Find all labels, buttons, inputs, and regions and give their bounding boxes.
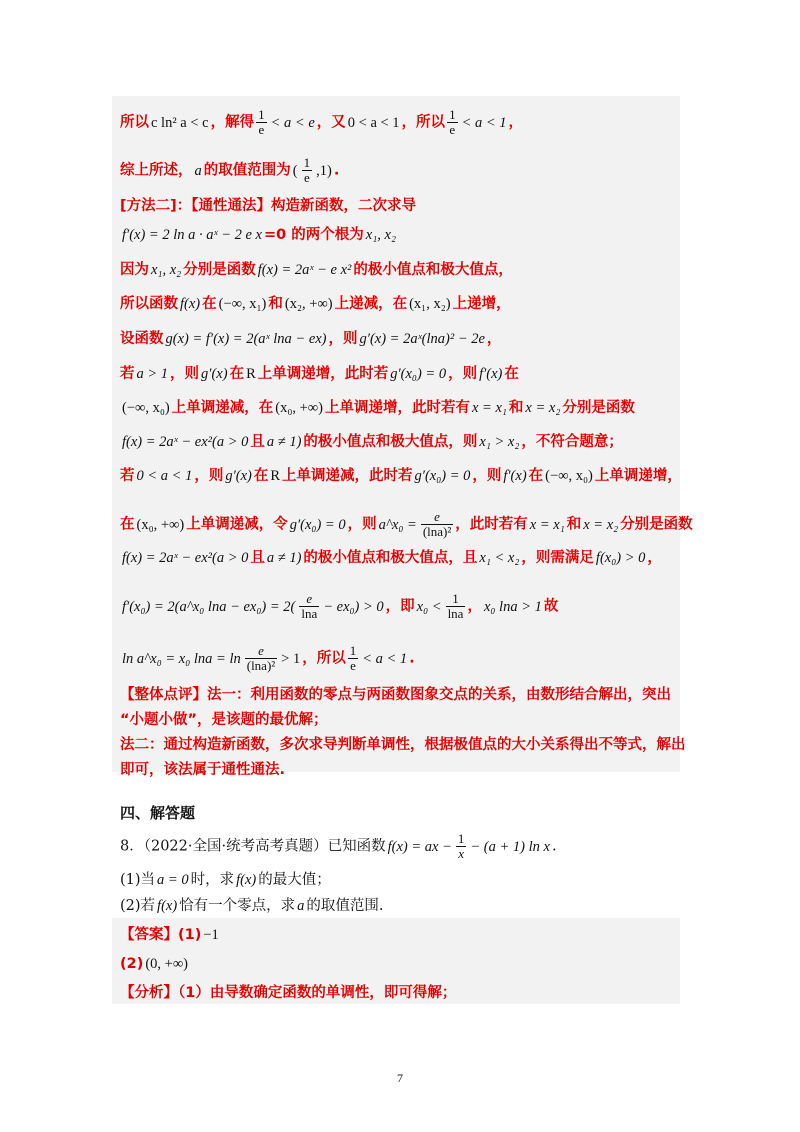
answer-line-1: 【答案】(1) −1: [120, 927, 219, 943]
answer-line-2: (2) (0, +∞): [120, 956, 189, 972]
line-7: 设函数 g(x) = f′(x) = 2(aˣ lna − ex) ，则 g′(x) = 2aˣ(lna)² − 2e ，: [120, 331, 502, 347]
line-4: f′(x) = 2 ln a · aˣ − 2 e x =0 的两个根为 x₁, x₂: [122, 227, 396, 243]
line-16: 【整体点评】法一：利用函数的零点与两函数图象交点的关系，由数形结合解出，突出: [120, 687, 671, 703]
line-6: 所以函数 f(x) 在 (−∞, x₁) 和 (x₂, +∞) 上递减，在 (x₁, x₂) 上递增，: [120, 296, 511, 312]
line-5: 因为 x₁, x₂ 分别是函数 f(x) = 2aˣ − e x² 的极小值点和极大值点，: [120, 262, 513, 278]
line-18: 法二：通过构造新函数，多次求导判断单调性，根据极值点的大小关系得出不等式，解出: [120, 737, 686, 753]
question-8-part-2: (2)若 f(x) 恰有一个零点，求 a 的取值范围.: [120, 898, 384, 914]
line-14: f′(x₀) = 2(a^x₀ lna − ex₀) = 2( $\frac{e}{\ln a}$ − ex₀) > 0 ，即 x₀ < $\frac{1}{\ln a}$ ， x₀ lna > 1 故: [122, 591, 559, 621]
line-2: 综上所述， a 的取值范围为 ( $\frac{1}{e}$ ,1) .: [120, 155, 340, 185]
line-3: [方法二]：【通性通法】构造新函数，二次求导: [120, 198, 417, 214]
line-9: (−∞, x₀) 上单调递减，在 (x₀, +∞) 上单调递增，此时若有 x = x₁ 和 x = x₂ 分别是函数: [122, 400, 635, 416]
question-8-part-1: (1)当 a = 0 时，求 f(x) 的最大值；: [120, 872, 331, 888]
line-17: “小题小做”，是该题的最优解；: [120, 712, 328, 728]
line-13: f(x) = 2aˣ − ex²(a > 0 且 a ≠ 1) 的极小值点和极大值点，且 x₁ < x₂ ，则需满足 f(x₀) > 0 ，: [122, 550, 662, 566]
analysis-line-1: 【分析】（1）由导数确定函数的单调性，即可得解；: [120, 985, 457, 1001]
line-15: ln a^x₀ = x₀ lna = ln $\frac{e}{\text{(lna)²}}$ > 1 ，所以 $\frac{1}{e}$ < a < 1 .: [122, 643, 415, 673]
line-1: 所以 c ln² a < c ，解得 $\frac{1}{e}$ < a < e ，又 0 < a < 1 ，所以 $\frac{1}{e}$ < a < 1 ，: [120, 107, 524, 137]
line-19: 即可，该法属于通性通法.: [120, 762, 286, 778]
line-8: 若 a > 1 ，则 g′(x) 在 R 上单调递增，此时若 g′(x₀) = 0 ，则 f′(x) 在: [120, 366, 519, 382]
line-11: 若 0 < a < 1 ，则 g′(x) 在 R 上单调递减，此时若 g′(x₀) = 0 ，则 f′(x) 在 (−∞, x₀) 上单调递增，: [120, 468, 682, 484]
line-10: f(x) = 2aˣ − ex²(a > 0 且 a ≠ 1) 的极小值点和极大值点，则 x₁ > x₂ ，不符合题意；: [122, 434, 623, 450]
line-12: 在 (x₀, +∞) 上单调递减，令 g′(x₀) = 0 ，则 a^x₀ = $\frac{e}{\text{(lna)²}}$ ，此时若有 x = x₁ 和 x = x₂ 分别是函数: [120, 509, 693, 539]
question-8: 8．（2022·全国·统考高考真题）已知函数 f(x) = ax − $\frac{1}{x}$ − (a + 1) ln x .: [120, 831, 557, 861]
section-title: 四、解答题: [120, 804, 196, 822]
page-number: 7: [397, 1071, 403, 1085]
